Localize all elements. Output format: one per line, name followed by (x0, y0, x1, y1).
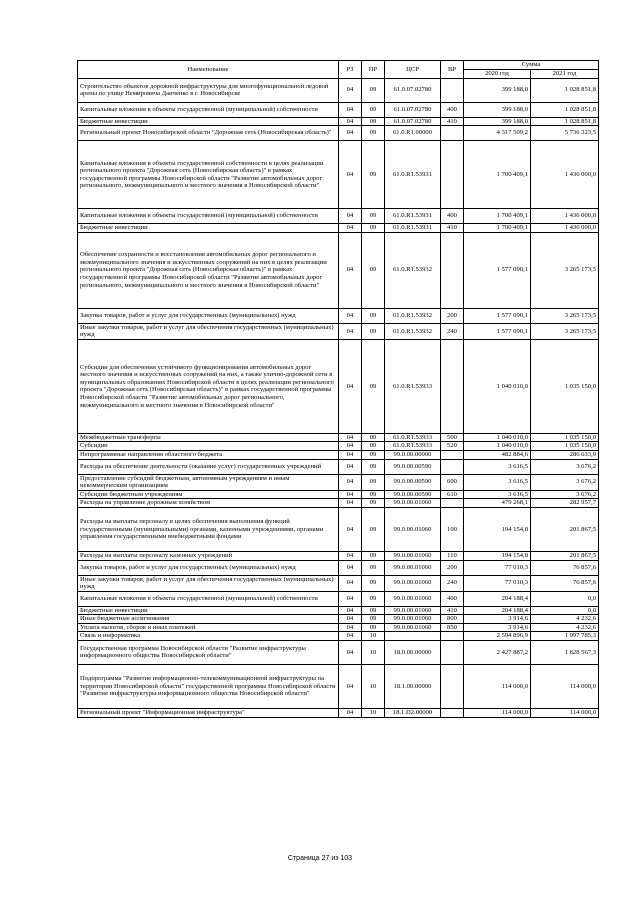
cell-vr (441, 664, 464, 708)
table-row (78, 141, 599, 209)
table-row (78, 606, 599, 615)
cell-y2020: 3 914,6 (464, 615, 531, 624)
cell-csr: 99.0.00.01060 (385, 591, 441, 606)
cell-y2020: 194 154,8 (464, 507, 531, 551)
cell-pr: 09 (362, 141, 385, 209)
cell-y2021: 1 436 000,0 (531, 224, 599, 233)
table-row (78, 474, 599, 490)
cell-pr: 09 (362, 117, 385, 126)
cell-y2021: 114 000,0 (531, 708, 599, 717)
cell-csr: 99.0.00.01060 (385, 606, 441, 615)
cell-pr: 09 (362, 606, 385, 615)
table-row (78, 224, 599, 233)
table-row (78, 507, 599, 551)
cell-name: Капитальные вложения в объекты государственной собственности в целях реализации регионального проекта "Дорожная сеть (Новосибирская область)" в рамках государственной программы Новосибирской области "Развитие автомобильных дорог регионального, межмуниципального и местного значения в Новосибирской области" (78, 141, 339, 209)
table-row (78, 499, 599, 508)
cell-csr: 61.0.R1.53933 (385, 433, 441, 442)
cell-pr: 09 (362, 339, 385, 433)
cell-y2020: 1 700 409,1 (464, 224, 531, 233)
cell-name: Региональный проект Новосибирской области "Дорожная сеть (Новосибирская область)" (78, 126, 339, 141)
cell-name: Субсидии (78, 442, 339, 451)
cell-name: Капитальные вложения в объекты государственной (муниципальной) собственности (78, 209, 339, 224)
cell-vr (441, 640, 464, 664)
cell-pr: 09 (362, 591, 385, 606)
cell-pr: 09 (362, 451, 385, 460)
cell-y2020: 194 154,8 (464, 551, 531, 560)
cell-pr: 09 (362, 232, 385, 308)
cell-y2021: 282 957,7 (531, 499, 599, 508)
cell-rz: 04 (339, 209, 362, 224)
cell-name: Иные закупки товаров, работ и услуг для обеспечения государственных (муниципальных) нужд (78, 575, 339, 591)
cell-vr: 600 (441, 474, 464, 490)
cell-vr: 240 (441, 323, 464, 339)
cell-rz: 04 (339, 459, 362, 474)
cell-pr: 09 (362, 308, 385, 323)
table-row (78, 232, 599, 308)
table-row (78, 308, 599, 323)
cell-y2020: 1 577 090,1 (464, 232, 531, 308)
cell-y2020: 1 577 090,1 (464, 323, 531, 339)
cell-csr: 18.0.00.00000 (385, 640, 441, 664)
cell-y2021: 4 232,6 (531, 615, 599, 624)
cell-pr: 09 (362, 623, 385, 632)
cell-rz: 04 (339, 474, 362, 490)
cell-y2021: 3 676,2 (531, 474, 599, 490)
cell-rz: 04 (339, 102, 362, 117)
cell-vr (441, 141, 464, 209)
header-name: Наименование (78, 61, 339, 79)
cell-y2021: 3 265 173,5 (531, 308, 599, 323)
cell-name: Расходы на выплаты персоналу в целях обеспечения выполнения функций государственными (муниципальными) органами, казенными учреждениями, органами управления государственными внебюджетными фондами (78, 507, 339, 551)
cell-pr: 10 (362, 632, 385, 641)
cell-rz: 04 (339, 640, 362, 664)
cell-y2021: 5 736 323,5 (531, 126, 599, 141)
cell-vr: 400 (441, 591, 464, 606)
cell-csr: 61.0.R1.53932 (385, 308, 441, 323)
table-row (78, 126, 599, 141)
cell-y2021: 0,0 (531, 606, 599, 615)
cell-y2020: 1 040 010,0 (464, 442, 531, 451)
table-row (78, 640, 599, 664)
cell-rz: 04 (339, 78, 362, 102)
cell-csr: 18.1.D2.00000 (385, 708, 441, 717)
cell-name: Предоставление субсидий бюджетным, автономным учреждениям и иным некоммерческим организациям (78, 474, 339, 490)
cell-vr: 800 (441, 615, 464, 624)
cell-name: Расходы на выплаты персоналу казенных учреждений (78, 551, 339, 560)
cell-y2021: 1 997 785,3 (531, 632, 599, 641)
cell-pr: 09 (362, 126, 385, 141)
cell-vr (441, 708, 464, 717)
cell-rz: 04 (339, 551, 362, 560)
cell-y2020: 204 188,4 (464, 591, 531, 606)
cell-name: Капитальные вложения в объекты государственной (муниципальной) собственности (78, 102, 339, 117)
table-row (78, 551, 599, 560)
cell-rz: 04 (339, 632, 362, 641)
cell-rz: 04 (339, 141, 362, 209)
table-row (78, 560, 599, 575)
cell-y2020: 77 010,3 (464, 575, 531, 591)
cell-csr: 61.0.07.02780 (385, 78, 441, 102)
cell-rz: 04 (339, 615, 362, 624)
cell-pr: 09 (362, 442, 385, 451)
cell-csr: 99.0.00.01060 (385, 623, 441, 632)
cell-name: Непрограммные направления областного бюджета (78, 451, 339, 460)
cell-rz: 04 (339, 708, 362, 717)
cell-csr: 61.0.R1.53932 (385, 323, 441, 339)
table-row (78, 623, 599, 632)
cell-y2021: 3 676,2 (531, 459, 599, 474)
cell-y2020: 204 188,4 (464, 606, 531, 615)
cell-rz: 04 (339, 433, 362, 442)
cell-vr: 410 (441, 606, 464, 615)
cell-name: Закупка товаров, работ и услуг для государственных (муниципальных) нужд (78, 560, 339, 575)
cell-csr: 61.0.R1.53933 (385, 339, 441, 433)
cell-vr: 240 (441, 575, 464, 591)
header-year-2021: 2021 год (531, 69, 599, 78)
cell-vr: 400 (441, 209, 464, 224)
cell-rz: 04 (339, 126, 362, 141)
table-row (78, 323, 599, 339)
cell-y2021: 114 000,0 (531, 664, 599, 708)
cell-vr (441, 451, 464, 460)
cell-y2021: 3 265 173,5 (531, 323, 599, 339)
cell-y2021: 4 232,6 (531, 623, 599, 632)
cell-vr: 410 (441, 117, 464, 126)
cell-y2020: 1 700 409,1 (464, 209, 531, 224)
cell-y2020: 3 616,5 (464, 474, 531, 490)
cell-vr: 850 (441, 623, 464, 632)
cell-name: Государственная программа Новосибирской области "Развитие инфраструктуры информационного общества Новосибирской области" (78, 640, 339, 664)
cell-csr: 99.0.00.00590 (385, 459, 441, 474)
cell-rz: 04 (339, 606, 362, 615)
table-row (78, 591, 599, 606)
cell-pr: 09 (362, 490, 385, 499)
cell-rz: 04 (339, 664, 362, 708)
cell-pr: 10 (362, 664, 385, 708)
cell-name: Подпрограмма "Развитие информационно-телекоммуникационной инфраструктуры на территории Новосибирской области" государственной программы Новосибирской области "Развитие инфраструктуры информационного общества Новосибирской области" (78, 664, 339, 708)
cell-csr: 99.0.00.01060 (385, 551, 441, 560)
cell-y2020: 114 000,0 (464, 708, 531, 717)
cell-vr: 110 (441, 551, 464, 560)
cell-y2021: 1 028 851,8 (531, 78, 599, 102)
cell-y2021: 1 436 000,0 (531, 209, 599, 224)
cell-vr: 400 (441, 102, 464, 117)
cell-y2021: 3 676,2 (531, 490, 599, 499)
cell-y2021: 201 867,5 (531, 551, 599, 560)
cell-pr: 09 (362, 551, 385, 560)
cell-csr: 99.0.00.00590 (385, 490, 441, 499)
page-number: Страница 27 из 103 (287, 855, 353, 862)
header-rz: РЗ (339, 61, 362, 79)
cell-y2021: 76 857,6 (531, 560, 599, 575)
table-row (78, 442, 599, 451)
cell-name: Строительство объектов дорожной инфраструктуры для многофункциональной ледовой арены по улице Немировича Данченко в г. Новосибирске (78, 78, 339, 102)
cell-y2020: 4 317 509,2 (464, 126, 531, 141)
cell-rz: 04 (339, 117, 362, 126)
cell-y2021: 1 035 150,0 (531, 442, 599, 451)
table-row (78, 708, 599, 717)
table-row (78, 339, 599, 433)
cell-y2020: 2 594 896,9 (464, 632, 531, 641)
cell-vr: 200 (441, 308, 464, 323)
cell-vr (441, 632, 464, 641)
cell-vr (441, 459, 464, 474)
cell-y2021: 76 857,6 (531, 575, 599, 591)
cell-y2020: 399 188,0 (464, 117, 531, 126)
cell-csr: 61.0.07.02780 (385, 102, 441, 117)
cell-vr (441, 126, 464, 141)
cell-y2021: 1 028 851,8 (531, 102, 599, 117)
cell-y2020: 3 914,6 (464, 623, 531, 632)
cell-csr: 99.0.00.01060 (385, 507, 441, 551)
table-row (78, 490, 599, 499)
cell-rz: 04 (339, 507, 362, 551)
header-vr: ВР (441, 61, 464, 79)
cell-name: Расходы на управление дорожным хозяйством (78, 499, 339, 508)
cell-y2020: 1 700 409,1 (464, 141, 531, 209)
cell-y2021: 1 828 567,3 (531, 640, 599, 664)
cell-y2021: 1 035 150,0 (531, 433, 599, 442)
cell-csr: 18.1.00.00000 (385, 664, 441, 708)
cell-rz: 04 (339, 490, 362, 499)
cell-pr: 09 (362, 499, 385, 508)
cell-vr (441, 339, 464, 433)
cell-csr: 99.0.00.01060 (385, 575, 441, 591)
cell-csr: 61.0.R1.53931 (385, 141, 441, 209)
cell-y2020: 482 884,6 (464, 451, 531, 460)
cell-y2020: 1 040 010,0 (464, 339, 531, 433)
cell-pr: 09 (362, 224, 385, 233)
table-row (78, 664, 599, 708)
cell-name: Закупка товаров, работ и услуг для государственных (муниципальных) нужд (78, 308, 339, 323)
cell-name: Иные закупки товаров, работ и услуг для обеспечения государственных (муниципальных) нужд (78, 323, 339, 339)
cell-pr: 09 (362, 102, 385, 117)
table-row (78, 433, 599, 442)
cell-vr: 610 (441, 490, 464, 499)
cell-pr: 09 (362, 615, 385, 624)
cell-pr: 09 (362, 474, 385, 490)
cell-pr: 09 (362, 433, 385, 442)
cell-name: Бюджетные инвестиции (78, 606, 339, 615)
cell-name: Иные бюджетные ассигнования (78, 615, 339, 624)
cell-pr: 09 (362, 323, 385, 339)
cell-csr: 61.0.07.02780 (385, 117, 441, 126)
cell-y2020: 479 268,1 (464, 499, 531, 508)
table-row (78, 451, 599, 460)
cell-name: Уплата налогов, сборов и иных платежей (78, 623, 339, 632)
cell-vr: 100 (441, 507, 464, 551)
cell-y2021: 1 028 851,8 (531, 117, 599, 126)
cell-csr: 61.0.R1.53931 (385, 209, 441, 224)
cell-name: Региональный проект "Информационная инфраструктура" (78, 708, 339, 717)
cell-pr: 10 (362, 640, 385, 664)
cell-y2021: 1 035 150,0 (531, 339, 599, 433)
cell-pr: 09 (362, 507, 385, 551)
cell-y2021: 286 633,9 (531, 451, 599, 460)
header-csr: ЦСР (385, 61, 441, 79)
cell-y2021: 3 265 173,5 (531, 232, 599, 308)
budget-table (77, 60, 599, 718)
cell-rz: 04 (339, 499, 362, 508)
cell-rz: 04 (339, 623, 362, 632)
header-sum: Сумма (464, 61, 599, 70)
cell-csr: 61.0.R1.53931 (385, 224, 441, 233)
cell-y2020: 3 616,5 (464, 490, 531, 499)
table-row (78, 78, 599, 102)
cell-vr (441, 232, 464, 308)
cell-name: Связь и информатика (78, 632, 339, 641)
cell-y2020: 114 000,0 (464, 664, 531, 708)
cell-pr: 09 (362, 575, 385, 591)
table-row (78, 632, 599, 641)
cell-y2021: 1 436 000,0 (531, 141, 599, 209)
cell-name: Субсидии для обеспечения устойчивого функционирования автомобильных дорог местного значения и искусственных сооружений на них, а также улично-дорожной сети в муниципальных образованиях Новосибирской области в целях реализации регионального проекта "Дорожная сеть (Новосибирская область)" в рамках государственной программы Новосибирской области "Развитие автомобильных дорог регионального, межмуниципального и местного значения в Новосибирской области" (78, 339, 339, 433)
cell-name: Бюджетные инвестиции (78, 117, 339, 126)
cell-rz: 04 (339, 575, 362, 591)
cell-y2020: 3 616,5 (464, 459, 531, 474)
cell-csr: 99.0.00.00590 (385, 474, 441, 490)
cell-pr: 09 (362, 209, 385, 224)
cell-rz: 04 (339, 560, 362, 575)
table-row (78, 209, 599, 224)
header-pr: ПР (362, 61, 385, 79)
cell-csr: 99.0.00.01060 (385, 499, 441, 508)
cell-pr: 09 (362, 459, 385, 474)
table-row (78, 117, 599, 126)
cell-name: Расходы на обеспечение деятельности (оказание услуг) государственных учреждений (78, 459, 339, 474)
cell-vr (441, 499, 464, 508)
cell-rz: 04 (339, 451, 362, 460)
cell-csr (385, 632, 441, 641)
cell-rz: 04 (339, 224, 362, 233)
cell-y2020: 2 427 887,2 (464, 640, 531, 664)
cell-rz: 04 (339, 232, 362, 308)
cell-rz: 04 (339, 323, 362, 339)
cell-pr: 09 (362, 78, 385, 102)
cell-y2020: 1 577 090,1 (464, 308, 531, 323)
table-body (78, 78, 599, 717)
cell-rz: 04 (339, 442, 362, 451)
cell-y2021: 0,0 (531, 591, 599, 606)
cell-csr: 61.0.R1.00000 (385, 126, 441, 141)
cell-csr: 61.0.R1.53932 (385, 232, 441, 308)
cell-y2021: 201 867,5 (531, 507, 599, 551)
cell-name: Субсидии бюджетным учреждениям (78, 490, 339, 499)
cell-csr: 61.0.R1.53933 (385, 442, 441, 451)
cell-rz: 04 (339, 308, 362, 323)
cell-pr: 09 (362, 560, 385, 575)
cell-y2020: 1 040 010,0 (464, 433, 531, 442)
cell-name: Капитальные вложения в объекты государственной (муниципальной) собственности (78, 591, 339, 606)
table-row (78, 102, 599, 117)
cell-rz: 04 (339, 339, 362, 433)
table-row (78, 615, 599, 624)
cell-y2020: 399 188,0 (464, 102, 531, 117)
cell-csr: 99.0.00.01060 (385, 615, 441, 624)
table-row (78, 459, 599, 474)
cell-vr: 200 (441, 560, 464, 575)
cell-csr: 99.0.00.01060 (385, 560, 441, 575)
cell-name: Межбюджетные трансферты (78, 433, 339, 442)
cell-vr: 410 (441, 224, 464, 233)
cell-vr: 520 (441, 442, 464, 451)
cell-vr: 500 (441, 433, 464, 442)
cell-y2020: 77 010,3 (464, 560, 531, 575)
table-row (78, 575, 599, 591)
header-year-2020: 2020 год (464, 69, 531, 78)
cell-name: Обеспечение сохранности и восстановления автомобильных дорог регионального и межмуниципального значения и искусственных сооружений на них в целях реализации регионального проекта "Дорожная сеть (Новосибирская область)" в рамках государственной программы Новосибирской области "Развитие автомобильных дорог регионального, межмуниципального и местного значения в Новосибирской области" (78, 232, 339, 308)
cell-y2020: 399 188,0 (464, 78, 531, 102)
cell-vr (441, 78, 464, 102)
cell-csr: 99.0.00.00000 (385, 451, 441, 460)
cell-name: Бюджетные инвестиции (78, 224, 339, 233)
cell-pr: 10 (362, 708, 385, 717)
cell-rz: 04 (339, 591, 362, 606)
